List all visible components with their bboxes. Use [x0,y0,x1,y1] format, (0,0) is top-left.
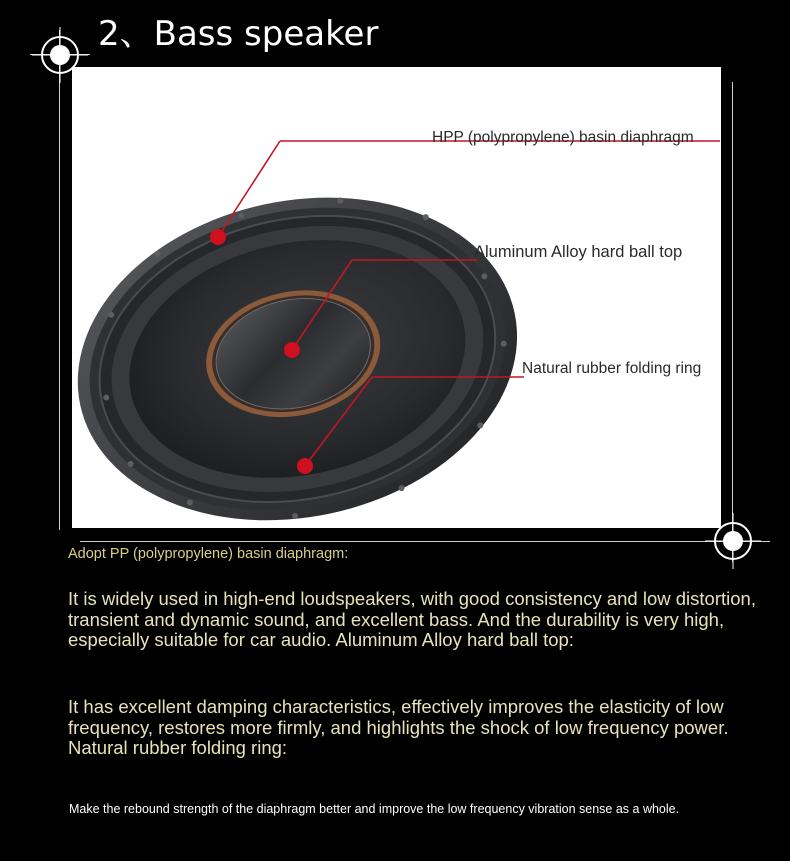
frame-bottom-line [80,541,770,542]
marker-rubber-icon [297,458,313,474]
description-subheading: Adopt PP (polypropylene) basin diaphragm: [68,546,349,562]
frame-right-line [732,82,733,562]
marker-hpp-icon [210,229,226,245]
callout-hpp-label: HPP (polypropylene) basin diaphragm [432,129,694,146]
page-title: 2、Bass speaker [98,14,379,54]
callout-aluminum-label: Aluminum Alloy hard ball top [474,243,683,261]
description-paragraph-1: It is widely used in high-end loudspeakers, with good consistency and low distortion, transient and dynamic sound, and excellent bass. And the durability is very high, especially suitable for car audio. Aluminum Alloy hard ball top: [68,588,756,650]
description-paragraph-2: It has excellent damping characteristics, effectively improves the elasticity of low frequency, restores more firmly, and highlights the shock of low frequency power. Natural rubber folding ring: [68,696,729,758]
marker-aluminum-icon [284,342,300,358]
speaker-diagram-panel [72,67,721,528]
frame-left-line [59,30,60,530]
callout-rubber-label: Natural rubber folding ring [522,360,702,377]
speaker-basket [72,158,547,528]
description-footer: Make the rebound strength of the diaphragm better and improve the low frequency vibration sense as a whole. [69,802,680,816]
